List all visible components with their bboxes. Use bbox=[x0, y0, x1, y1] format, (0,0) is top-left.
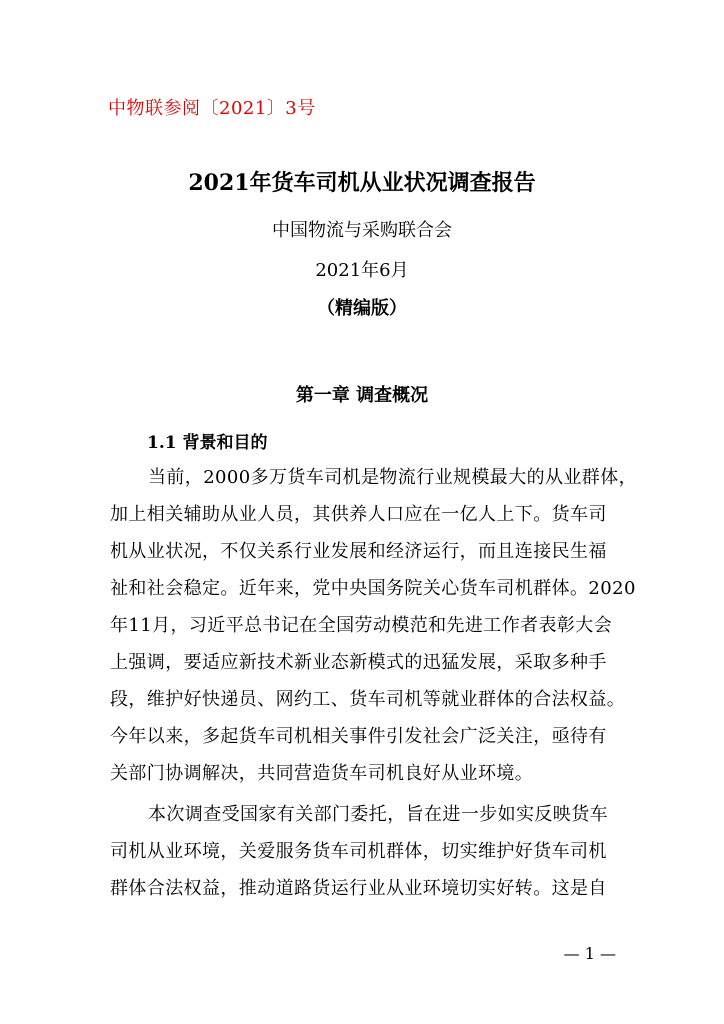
paragraph-line: 上强调，要适应新技术新业态新模式的迅猛发展，采取多种手 bbox=[110, 652, 607, 673]
paragraph-line: 祉和社会稳定。近年来，党中央国务院关心货车司机群体。2020 bbox=[110, 578, 636, 599]
paragraph-line: 段，维护好快递员、网约工、货车司机等就业群体的合法权益。 bbox=[110, 689, 626, 710]
chapter-heading: 第一章 调查概况 bbox=[295, 385, 429, 406]
paragraph-line: 关部门协调解决，共同营造货车司机良好从业环境。 bbox=[110, 763, 534, 784]
document-number: 中物联参阅〔2021〕3号 bbox=[108, 98, 316, 119]
page-number: — 1 — bbox=[563, 944, 616, 963]
paragraph-line: 当前，2000多万货车司机是物流行业规模最大的从业群体， bbox=[148, 467, 638, 488]
report-title: 2021年货车司机从业状况调查报告 bbox=[188, 170, 536, 196]
paragraph-line: 年11月，习近平总书记在全国劳动模范和先进工作者表彰大会 bbox=[110, 615, 613, 636]
organization-name: 中国物流与采购联合会 bbox=[272, 220, 452, 241]
section-heading: 1.1 背景和目的 bbox=[147, 433, 268, 453]
paragraph-line: 机从业状况，不仅关系行业发展和经济运行，而且连接民生福 bbox=[110, 541, 607, 562]
paragraph-line: 司机从业环境，关爱服务货车司机群体，切实维护好货车司机 bbox=[110, 841, 607, 862]
paragraph-line: 群体合法权益，推动道路货运行业从业环境切实好转。这是自 bbox=[110, 878, 607, 899]
paragraph-line: 本次调查受国家有关部门委托，旨在进一步如实反映货车 bbox=[148, 804, 608, 825]
paragraph-line: 今年以来，多起货车司机相关事件引发社会广泛关注，亟待有 bbox=[110, 726, 607, 747]
paragraph-line: 加上相关辅助从业人员，其供养人口应在一亿人上下。货车司 bbox=[110, 504, 607, 525]
publication-date: 2021年6月 bbox=[315, 260, 409, 281]
edition-label: （精编版） bbox=[317, 298, 407, 319]
